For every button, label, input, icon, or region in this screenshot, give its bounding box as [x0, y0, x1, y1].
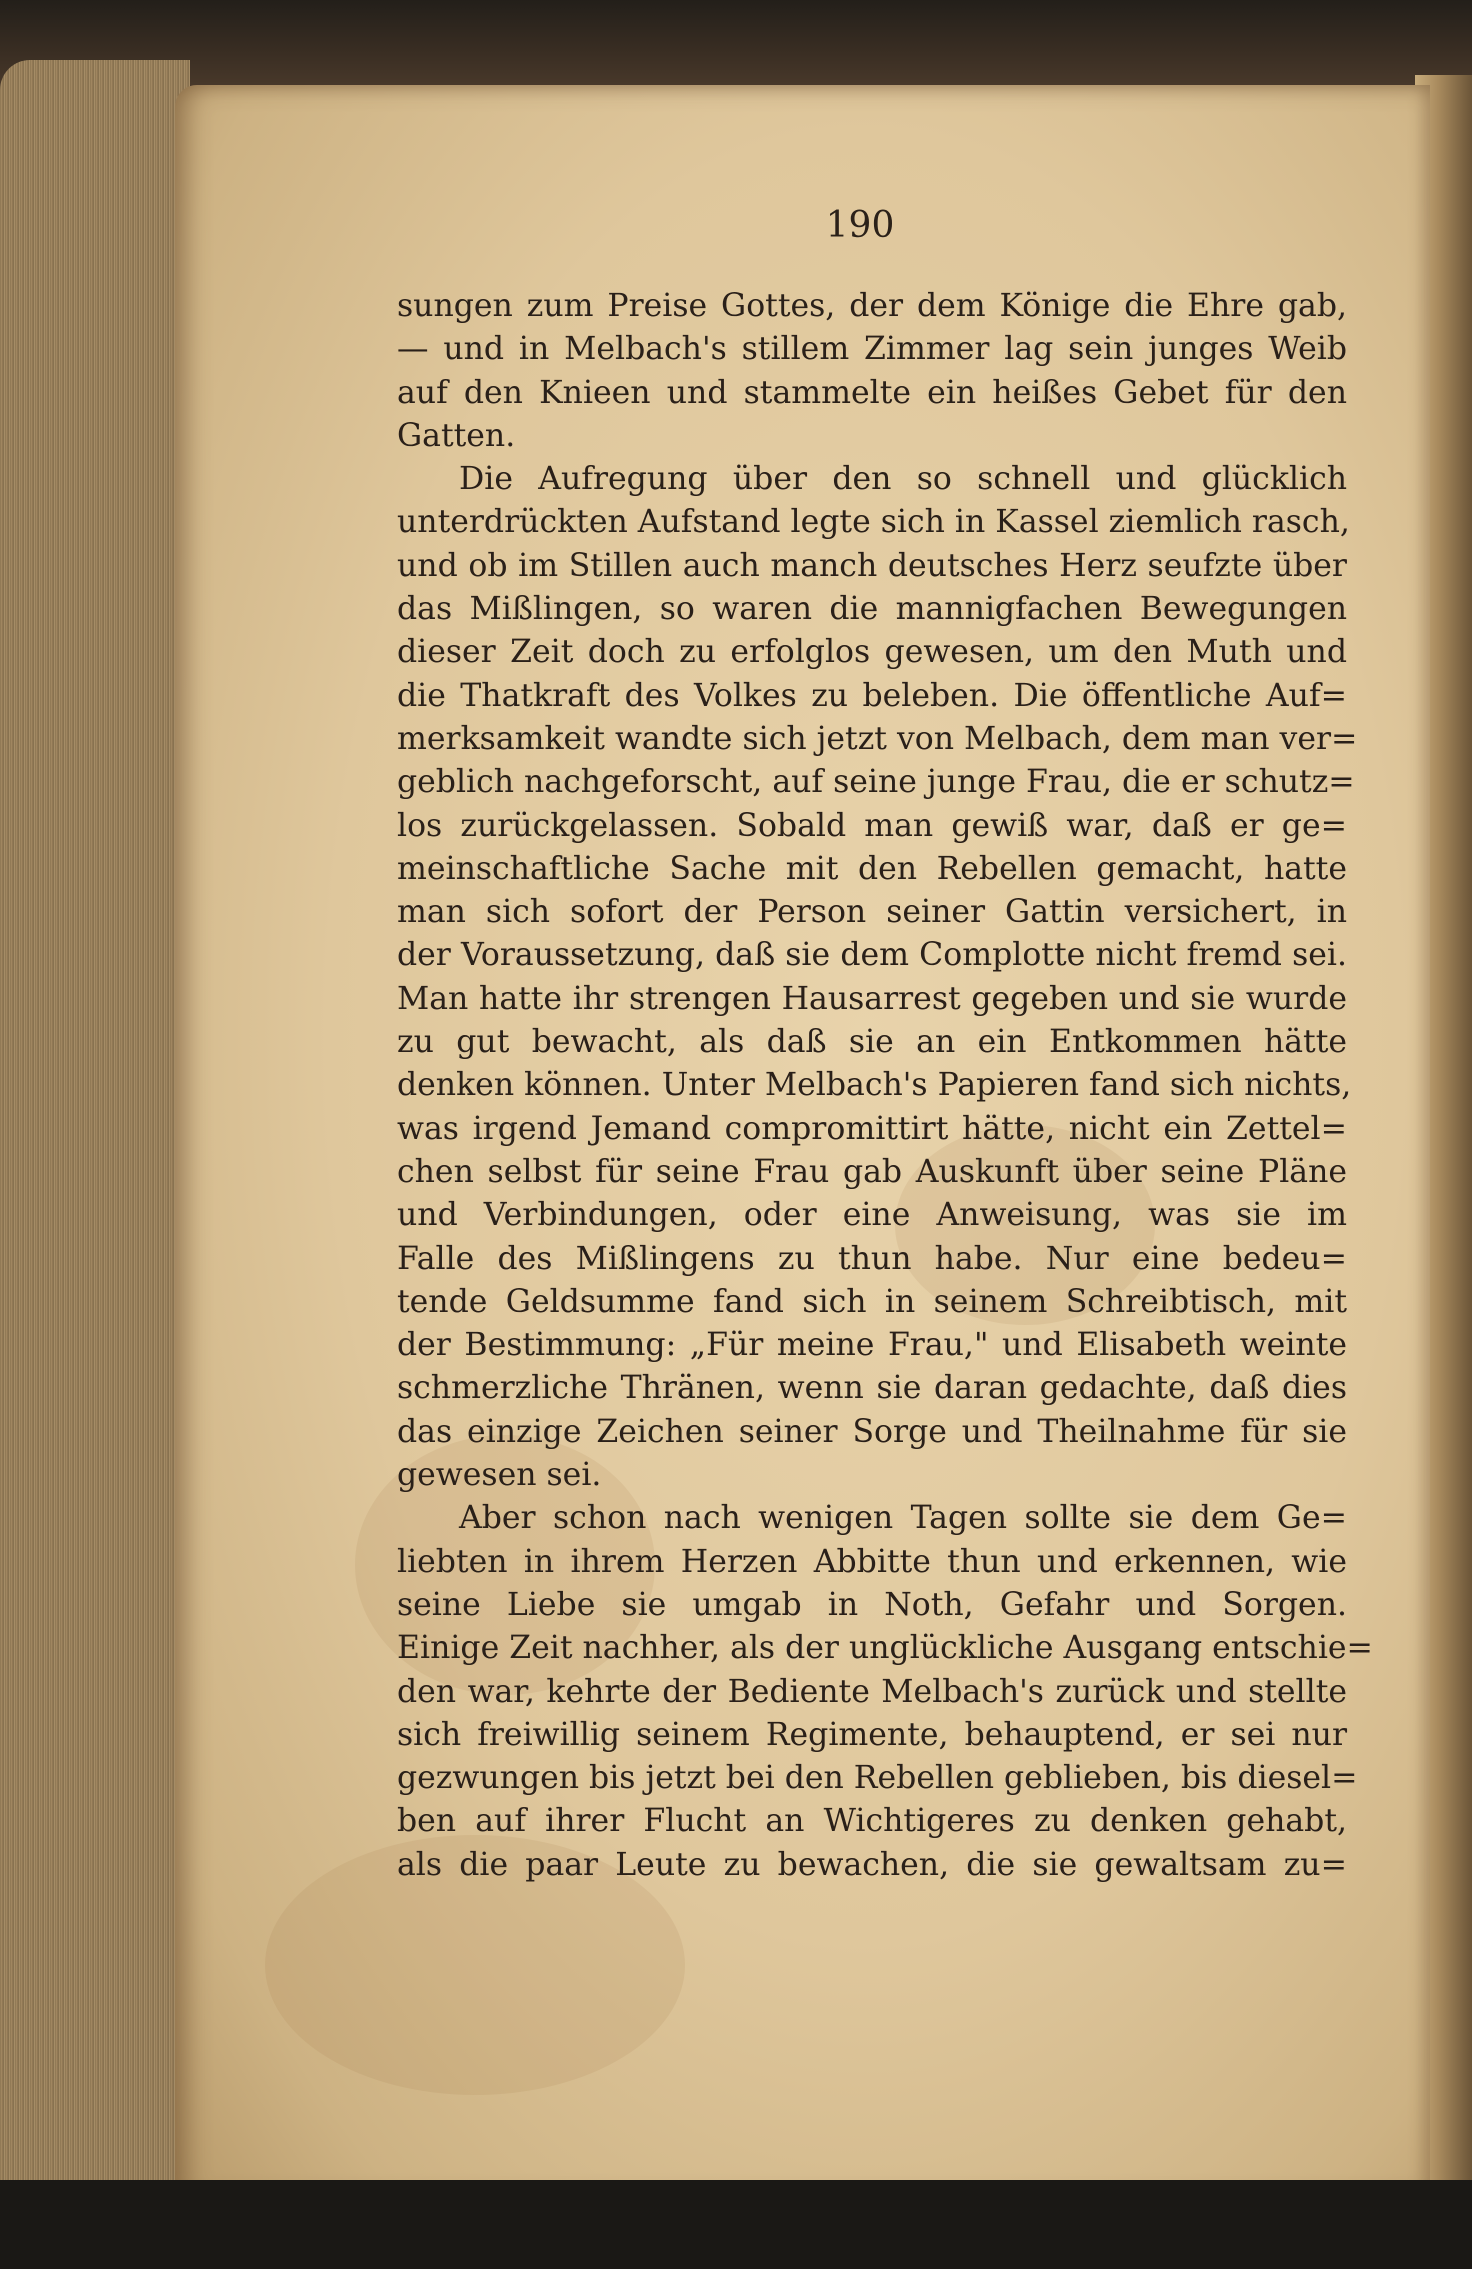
text-line: und Verbindungen, oder eine Anweisung, was sie im	[397, 1197, 1347, 1234]
text-line: los zurückgelassen. Sobald man gewiß war, daß er ge=	[397, 807, 1347, 844]
text-line: die Thatkraft des Volkes zu beleben. Die öffentliche Auf=	[397, 677, 1347, 714]
text-line: gezwungen bis jetzt bei den Rebellen geblieben, bis diesel=	[397, 1760, 1358, 1797]
text-line: schmerzliche Thränen, wenn sie daran gedachte, daß dies	[397, 1370, 1347, 1407]
page-stack-edge	[0, 60, 190, 2180]
text-line: der Voraussetzung, daß sie dem Complotte nicht fremd sei.	[397, 937, 1347, 974]
text-line: geblich nachgeforscht, auf seine junge Frau, die er schutz=	[397, 764, 1355, 801]
text-line: dieser Zeit doch zu erfolglos gewesen, um den Muth und	[397, 634, 1347, 671]
text-line: Gatten.	[397, 417, 516, 454]
text-line: chen selbst für seine Frau gab Auskunft über seine Pläne	[397, 1153, 1347, 1190]
text-line: das einzige Zeichen seiner Sorge und Theilnahme für sie	[397, 1413, 1347, 1450]
text-line: tende Geldsumme fand sich in seinem Schreibtisch, mit	[397, 1283, 1347, 1320]
text-line: der Bestimmung: „Für meine Frau," und Elisabeth weinte	[397, 1327, 1347, 1364]
page-number: 190	[825, 205, 895, 246]
text-line: Falle des Mißlingens zu thun habe. Nur eine bedeu=	[397, 1240, 1347, 1277]
book-bottom-shadow	[0, 2180, 1472, 2269]
text-line: Aber schon nach wenigen Tagen sollte sie dem Ge=	[459, 1500, 1347, 1537]
text-line: als die paar Leute zu bewachen, die sie gewaltsam zu=	[397, 1846, 1347, 1883]
text-line: Man hatte ihr strengen Hausarrest gegeben und sie wurde	[397, 980, 1347, 1017]
text-line: seine Liebe sie umgab in Noth, Gefahr und Sorgen.	[397, 1586, 1347, 1623]
text-line: und ob im Stillen auch manch deutsches Herz seufzte über	[397, 547, 1347, 584]
text-line: was irgend Jemand compromittirt hätte, nicht ein Zettel=	[397, 1110, 1347, 1147]
text-line: Einige Zeit nachher, als der unglückliche Ausgang entschie=	[397, 1630, 1373, 1667]
text-line: ben auf ihrer Flucht an Wichtigeres zu denken gehabt,	[397, 1803, 1347, 1840]
book-cover-top	[0, 0, 1472, 90]
text-line: den war, kehrte der Bediente Melbach's zurück und stellte	[397, 1673, 1347, 1710]
text-line: sich freiwillig seinem Regimente, behauptend, er sei nur	[397, 1716, 1347, 1753]
text-line: merksamkeit wandte sich jetzt von Melbach, dem man ver=	[397, 720, 1358, 757]
text-line: gewesen sei.	[397, 1457, 602, 1494]
page-text	[397, 285, 1373, 1887]
text-line: zu gut bewacht, als daß sie an ein Entkommen hätte	[397, 1024, 1347, 1061]
text-line: denken können. Unter Melbach's Papieren fand sich nichts,	[397, 1067, 1352, 1104]
text-line: liebten in ihrem Herzen Abbitte thun und erkennen, wie	[397, 1543, 1347, 1580]
text-line: man sich sofort der Person seiner Gattin versichert, in	[397, 894, 1347, 931]
text-line: sungen zum Preise Gottes, der dem Könige die Ehre gab,	[397, 288, 1347, 324]
text-line: unterdrückten Aufstand legte sich in Kassel ziemlich rasch,	[397, 504, 1350, 541]
text-line: meinschaftliche Sache mit den Rebellen gemacht, hatte	[397, 850, 1347, 887]
text-line: auf den Knieen und stammelte ein heißes Gebet für den	[397, 374, 1347, 411]
text-line: — und in Melbach's stillem Zimmer lag sein junges Weib	[397, 331, 1347, 368]
text-line: das Mißlingen, so waren die mannigfachen Bewegungen	[397, 591, 1347, 628]
text-line: Die Aufregung über den so schnell und glücklich	[459, 461, 1347, 498]
